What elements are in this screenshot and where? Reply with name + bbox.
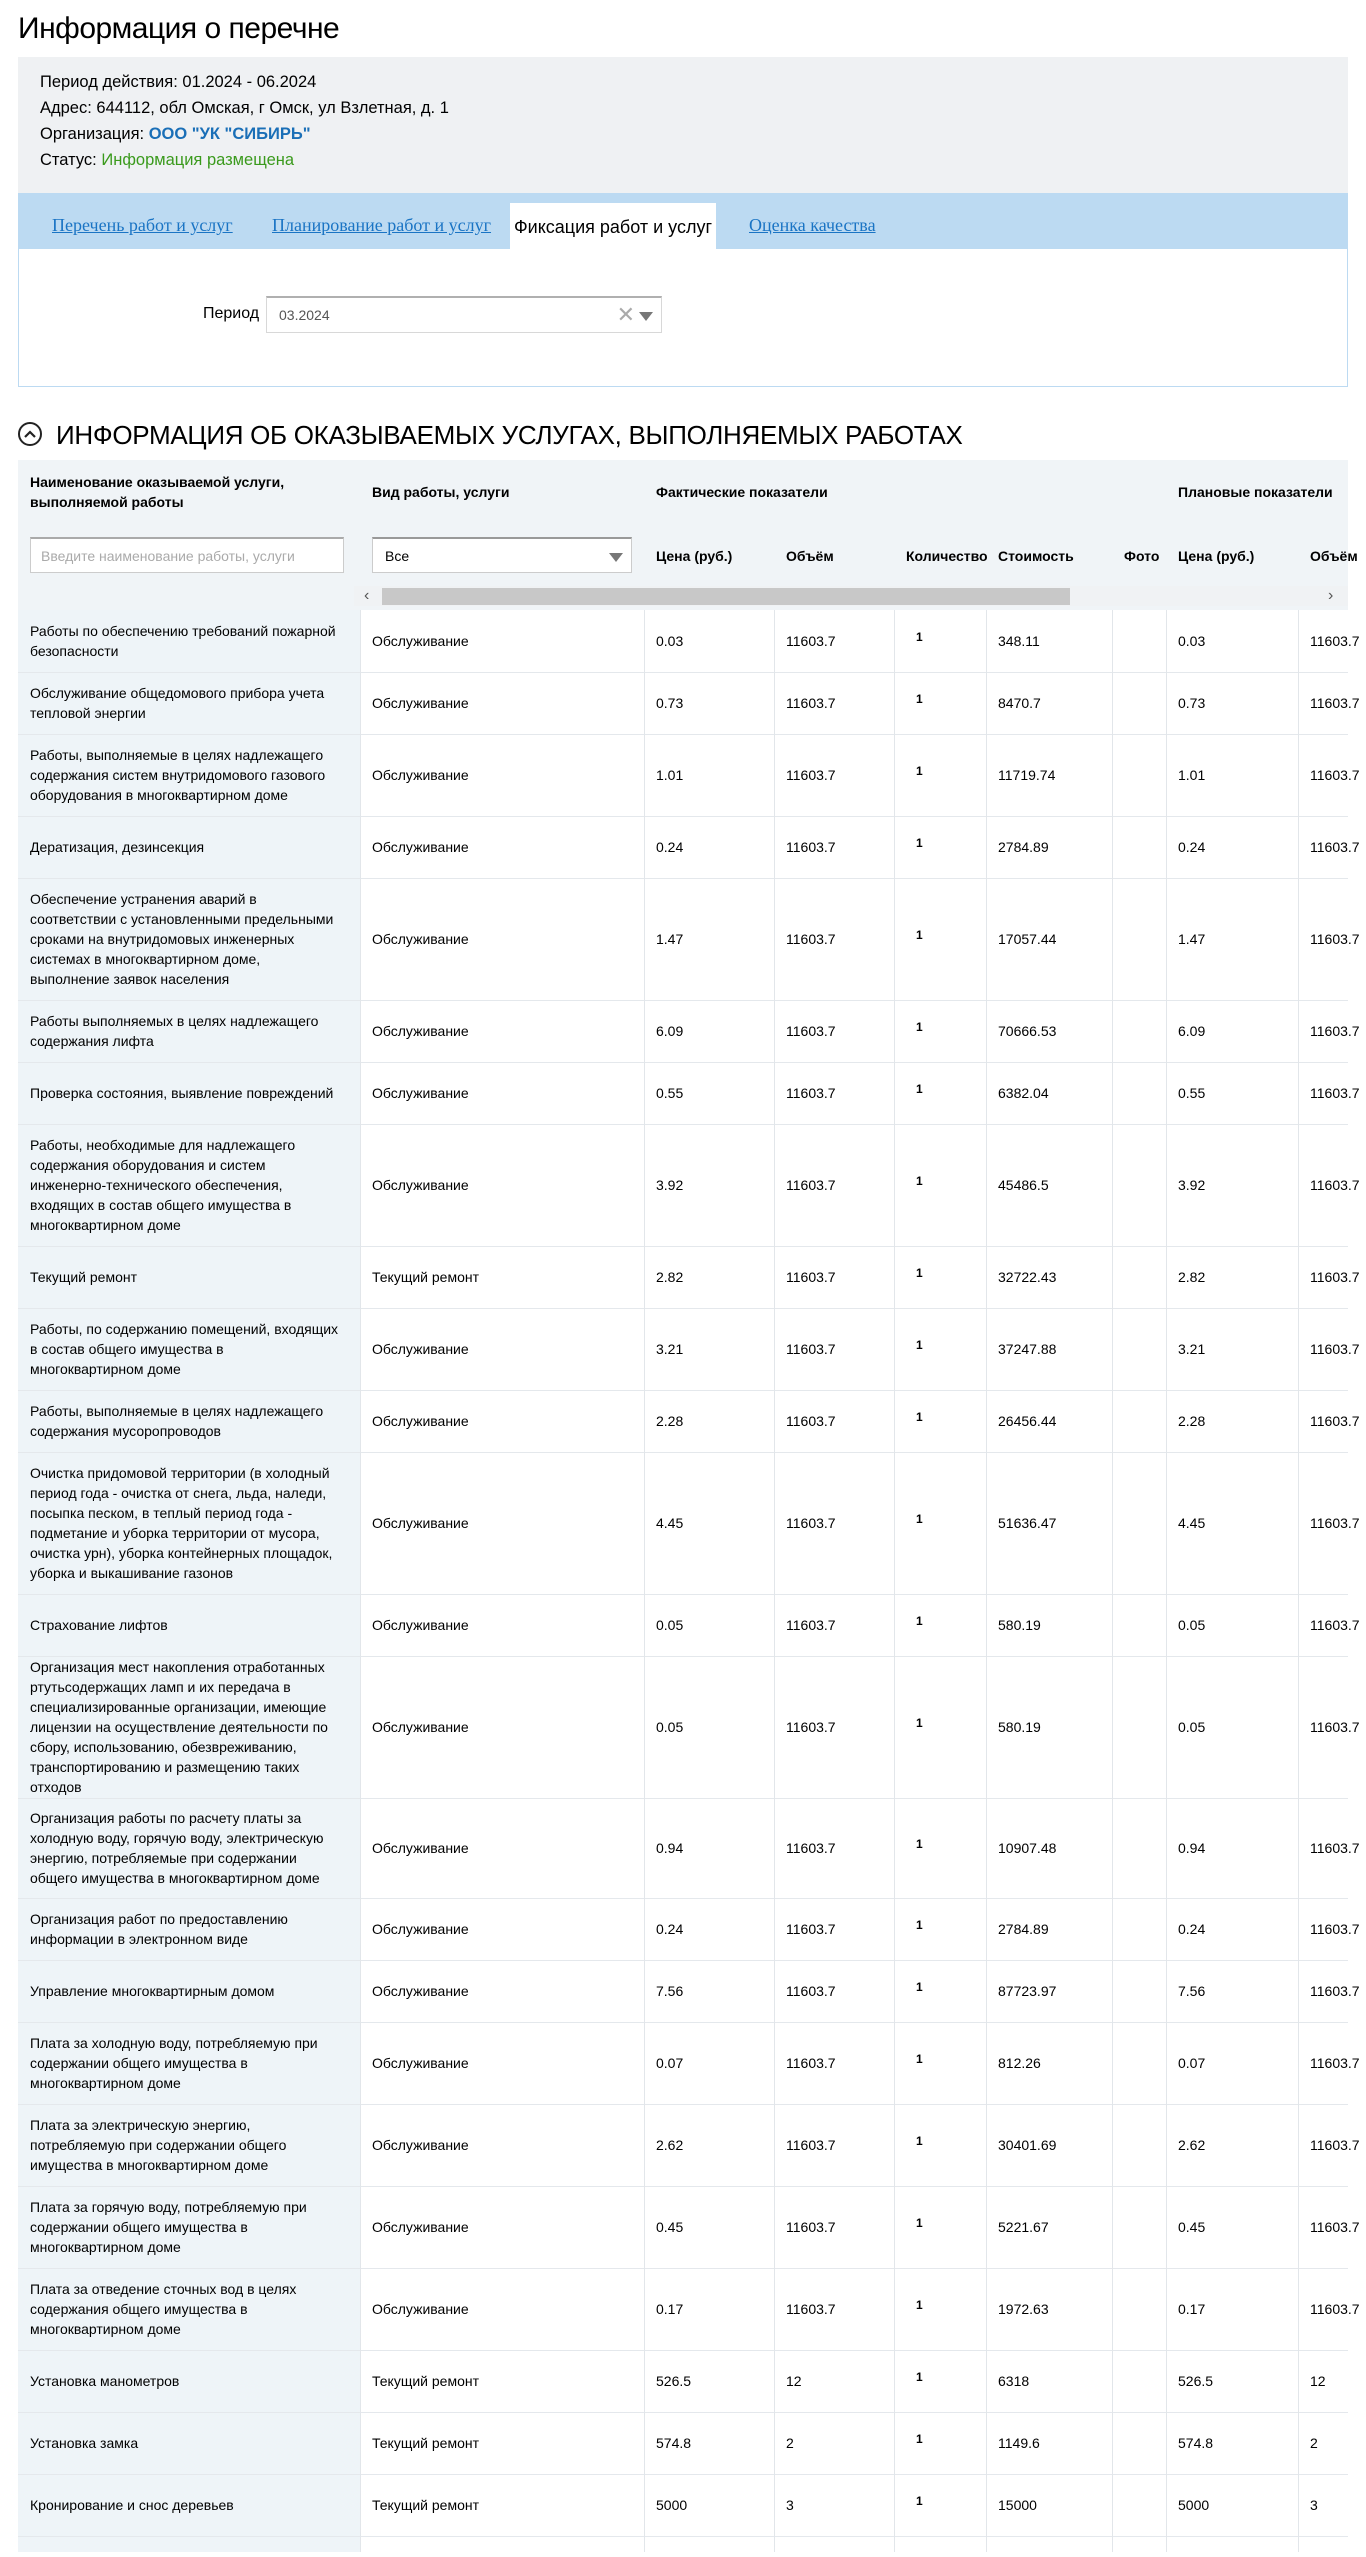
row-price: 0.05 [656,1617,684,1633]
row-price: 3.21 [656,1341,684,1357]
period-info-value: 01.2024 - 06.2024 [182,73,317,91]
row-qty: 1 [916,928,923,942]
row-name: Установка манометров [30,2373,180,2389]
row-plan-price: 5000 [1178,2497,1210,2513]
row-volume: 11603.7 [786,1617,836,1633]
row-plan-volume: 11603.7 [1310,1085,1360,1101]
tab-services-list[interactable]: Перечень работ и услуг [52,215,233,235]
tab-fixation[interactable]: Фиксация работ и услуг [510,203,716,249]
row-type: Обслуживание [372,1515,469,1531]
row-plan-volume: 11603.7 [1310,695,1360,711]
table-row [18,1960,1360,2023]
table-row [18,2186,1360,2269]
org-info [40,125,311,144]
row-type: Обслуживание [372,695,469,711]
row-type: Обслуживание [372,1840,469,1856]
row-plan-price: 0.55 [1178,1085,1206,1101]
col-header-plan-group: Плановые показатели [1178,484,1333,500]
row-volume: 11603.7 [786,2055,836,2071]
period-select-value: 03.2024 [279,307,330,323]
row-cost: 1972.63 [998,2301,1049,2317]
row-price: 0.03 [656,633,684,649]
row-volume: 11603.7 [786,1719,836,1735]
col-header-volume: Объём [786,548,834,564]
info-panel [18,57,1348,193]
row-plan-volume: 11603.7 [1310,633,1360,649]
row-qty: 1 [916,1512,923,1526]
row-price: 2.82 [656,1269,684,1285]
row-plan-price: 526.5 [1178,2373,1214,2389]
table-row [18,1246,1360,1309]
row-volume: 11603.7 [786,767,836,783]
table-row [18,1390,1360,1453]
row-qty: 1 [916,1716,923,1730]
page-title: Информация о перечне [18,12,340,45]
row-qty: 1 [916,1980,923,1994]
row-type: Обслуживание [372,1413,469,1429]
row-cost: 6318 [998,2373,1030,2389]
row-volume: 11603.7 [786,695,836,711]
row-price: 2.28 [656,1413,684,1429]
row-cost: 580.19 [998,1617,1041,1633]
row-volume: 11603.7 [786,1413,836,1429]
table-row [18,2022,1360,2105]
row-qty: 1 [916,692,923,706]
row-price: 0.17 [656,2301,684,2317]
row-cost: 348.11 [998,633,1040,649]
row-price: 0.94 [656,1840,684,1856]
column-divider [1298,610,1299,2552]
row-plan-price: 6.09 [1178,1023,1206,1039]
row-volume: 11603.7 [786,1269,836,1285]
row-name: Очистка придомовой территории (в холодный период года - очистка от снега, льда, наледи, посыпка песком, в теплый период года - подметание и уборка территории от мусора, очистка урн), уборка контейнерных площадок, уборка и выкашивание газонов [30,1465,333,1581]
row-price: 6.09 [656,1023,684,1039]
table-row [18,1594,1360,1657]
row-plan-volume: 11603.7 [1310,1983,1360,1999]
table-row [18,1898,1360,1961]
row-cost: 30401.69 [998,2137,1057,2153]
row-name: Работы выполняемых в целях надлежащего содержания лифта [30,1013,319,1049]
address-value: 644112, обл Омская, г Омск, ул Взлетная, д. 1 [96,99,449,117]
row-cost: 32722.43 [998,1269,1057,1285]
row-name: Организация работы по расчету платы за холодную воду, горячую воду, электрическую энергию, потребляемые при содержании общего имущества в многоквартирном доме [30,1810,324,1886]
table-row [18,1798,1360,1899]
row-price: 0.73 [656,695,684,711]
services-table [18,460,1360,2552]
chevron-down-icon[interactable] [609,553,623,562]
row-price: 0.45 [656,2219,684,2235]
row-plan-price: 0.07 [1178,2055,1206,2071]
row-cost: 37247.88 [998,1341,1057,1357]
row-cost: 6382.04 [998,1085,1049,1101]
row-qty: 1 [916,1338,923,1352]
col-header-price: Цена (руб.) [656,548,733,564]
tab-quality[interactable]: Оценка качества [749,215,876,235]
address-info [40,99,449,118]
row-plan-volume: 11603.7 [1310,2301,1360,2317]
row-name: Плата за отведение сточных вод в целях содержания общего имущества в многоквартирном доме [30,2281,297,2337]
row-plan-price: 0.24 [1178,839,1206,855]
row-plan-price: 2.62 [1178,2137,1206,2153]
row-plan-price: 0.17 [1178,2301,1206,2317]
row-name: Обеспечение устранения аварий в соответствии с установленными предельными сроками на внутридомовых инженерных системах в многоквартирном доме, выполнение заявок населения [30,891,334,987]
row-name: Работы, выполняемые в целях надлежащего содержания мусоропроводов [30,1403,324,1439]
row-plan-volume: 11603.7 [1310,1413,1360,1429]
row-plan-volume: 11603.7 [1310,931,1360,947]
org-link[interactable]: ООО "УК "СИБИРЬ" [148,125,311,143]
row-volume: 12 [786,2373,802,2389]
row-qty: 1 [916,1174,923,1188]
row-plan-volume: 11603.7 [1310,2055,1360,2071]
row-name: Работы, выполняемые в целях надлежащего содержания систем внутридомового газового оборудования в многоквартирном доме [30,747,326,803]
row-plan-price: 1.01 [1178,767,1206,783]
row-cost: 51636.47 [998,1515,1057,1531]
col-header-type: Вид работы, услуги [372,484,510,500]
col-header-fact-group: Фактические показатели [656,484,828,500]
row-type: Обслуживание [372,1085,469,1101]
row-volume: 3 [786,2497,794,2513]
row-name: Организация мест накопления отработанных ртутьсодержащих ламп и их передача в специализированные организации, имеющие лицензии на осуществление деятельности по сбору, использованию, обезвреживанию, транспортированию и размещению таких отходов [30,1659,328,1795]
org-label: Организация: [40,125,145,143]
row-volume: 11603.7 [786,1177,836,1193]
row-type: Текущий ремонт [372,2497,480,2513]
table-row [18,2412,1348,2475]
row-cost: 87723.97 [998,1983,1057,1999]
row-cost: 11719.74 [998,767,1056,783]
row-plan-volume: 11603.7 [1310,1023,1360,1039]
row-qty: 1 [916,1020,923,1034]
row-type: Текущий ремонт [372,1269,480,1285]
col-header-cost: Стоимость [998,548,1074,564]
row-qty: 1 [916,2432,923,2446]
row-type: Обслуживание [372,1921,469,1937]
row-volume: 11603.7 [786,1515,836,1531]
period-info [40,73,316,92]
row-type: Обслуживание [372,2301,469,2317]
column-divider [644,610,645,2552]
row-type: Текущий ремонт [372,2435,480,2451]
row-plan-volume: 11603.7 [1310,1719,1360,1735]
scroll-right-icon[interactable]: › [1328,587,1334,604]
row-cost: 2784.89 [998,839,1049,855]
row-qty: 1 [916,2370,923,2384]
row-plan-price: 1.47 [1178,931,1206,947]
row-type: Обслуживание [372,931,469,947]
address-label: Адрес: [40,99,92,117]
row-name: Дератизация, дезинсекция [30,839,205,855]
row-plan-price: 2.28 [1178,1413,1206,1429]
row-plan-price: 0.03 [1178,633,1206,649]
row-cost: 17057.44 [998,931,1057,947]
row-name: Работы по обеспечению требований пожарной безопасности [30,623,336,659]
table-row [18,1062,1360,1125]
table-row [18,672,1360,735]
period-select[interactable] [266,296,662,333]
scroll-left-icon[interactable]: ‹ [364,587,370,604]
row-plan-volume: 11603.7 [1310,2137,1360,2153]
table-row [18,1124,1360,1247]
tabs-bar [18,193,1348,249]
col-header-plan-volume: Объём [1310,548,1358,564]
row-cost: 1149.6 [998,2435,1040,2451]
row-volume: 11603.7 [786,2137,836,2153]
row-qty: 1 [916,1266,923,1280]
column-divider [1112,610,1113,2552]
row-name: Работы, по содержанию помещений, входящих в состав общего имущества в многоквартирном доме [30,1321,339,1377]
column-divider [360,610,361,2552]
row-type: Обслуживание [372,1023,469,1039]
row-cost: 26456.44 [998,1413,1057,1429]
status-label: Статус: [40,151,97,169]
row-price: 4.45 [656,1515,684,1531]
row-price: 0.24 [656,1921,684,1937]
row-plan-price: 3.21 [1178,1341,1206,1357]
row-price: 1.47 [656,931,684,947]
clear-icon[interactable]: ✕ [616,302,635,327]
row-price: 0.55 [656,1085,684,1101]
row-type: Обслуживание [372,1341,469,1357]
row-qty: 1 [916,764,923,778]
row-volume: 11603.7 [786,633,836,649]
row-price: 0.07 [656,2055,684,2071]
row-price: 526.5 [656,2373,692,2389]
row-volume: 11603.7 [786,1023,836,1039]
row-plan-price: 4.45 [1178,1515,1206,1531]
table-row [18,1000,1360,1063]
row-qty: 1 [916,1082,923,1096]
row-cost: 70666.53 [998,1023,1057,1039]
row-name: Установка замка [30,2435,139,2451]
row-name: Страхование лифтов [30,1617,168,1633]
row-plan-price: 0.05 [1178,1719,1206,1735]
table-row [18,1308,1360,1391]
row-plan-volume: 11603.7 [1310,1177,1360,1193]
row-name: Плата за электрическую энергию, потребляемую при содержании общего имущества в многоквартирном доме [30,2117,287,2173]
status-info [40,151,294,170]
row-name: Обслуживание общедомового прибора учета тепловой энергии [30,685,325,721]
row-type: Текущий ремонт [372,2373,480,2389]
row-cost: 45486.5 [998,1177,1049,1193]
table-row [18,816,1360,879]
row-cost: 8470.7 [998,695,1041,711]
row-type: Обслуживание [372,1719,469,1735]
row-plan-volume: 11603.7 [1310,767,1360,783]
table-row [18,734,1360,817]
period-filter-panel [18,249,1348,387]
row-volume: 11603.7 [786,1085,836,1101]
name-filter-input[interactable] [30,537,344,573]
row-cost: 580.19 [998,1719,1041,1735]
row-plan-price: 0.05 [1178,1617,1206,1633]
row-plan-volume: 3 [1310,2497,1318,2513]
table-row [18,2474,1348,2537]
col-header-photo: Фото [1124,548,1160,564]
row-name: Управление многоквартирным домом [30,1983,275,1999]
type-filter-select[interactable] [372,537,632,573]
row-type: Обслуживание [372,2055,469,2071]
row-plan-price: 2.82 [1178,1269,1206,1285]
row-plan-price: 0.94 [1178,1840,1206,1856]
row-price: 2.62 [656,2137,684,2153]
row-type: Обслуживание [372,839,469,855]
row-volume: 11603.7 [786,1983,836,1999]
table-row [18,2268,1360,2351]
row-type: Обслуживание [372,2137,469,2153]
row-cost: 10907.48 [998,1840,1057,1856]
row-name: Организация работ по предоставлению информации в электронном виде [30,1911,288,1947]
section-title: ИНФОРМАЦИЯ ОБ ОКАЗЫВАЕМЫХ УСЛУГАХ, ВЫПОЛНЯЕМЫХ РАБОТАХ [56,420,963,450]
row-qty: 1 [916,2052,923,2066]
row-volume: 11603.7 [786,1341,836,1357]
row-plan-volume: 11603.7 [1310,1840,1360,1856]
column-divider [986,610,987,2552]
col-header-name: Наименование оказываемой услуги, выполняемой работы [30,474,285,510]
row-name: Проверка состояния, выявление повреждений [30,1085,334,1101]
row-price: 5000 [656,2497,688,2513]
row-price: 0.24 [656,839,684,855]
row-plan-price: 574.8 [1178,2435,1214,2451]
row-qty: 1 [916,1614,923,1628]
tab-planning[interactable]: Планирование работ и услуг [272,215,492,235]
row-volume: 11603.7 [786,2219,836,2235]
row-plan-volume: 11603.7 [1310,1515,1360,1531]
row-price: 0.05 [656,1719,684,1735]
row-type: Обслуживание [372,633,469,649]
row-type: Обслуживание [372,767,469,783]
row-volume: 11603.7 [786,931,836,947]
type-filter-value: Все [385,548,410,564]
row-plan-price: 7.56 [1178,1983,1206,1999]
row-plan-volume: 11603.7 [1310,1341,1360,1357]
row-plan-volume: 11603.7 [1310,2219,1360,2235]
period-info-label: Период действия: [40,73,178,91]
column-divider [774,610,775,2552]
row-qty: 1 [916,2216,923,2230]
row-qty: 1 [916,2298,923,2312]
row-plan-price: 0.45 [1178,2219,1206,2235]
row-name: Плата за горячую воду, потребляемую при содержании общего имущества в многоквартирном доме [30,2199,307,2255]
table-row [18,2350,1348,2413]
collapse-icon[interactable] [18,422,42,446]
column-divider [1166,610,1167,2552]
row-price: 1.01 [656,767,684,783]
scrollbar-thumb[interactable] [382,588,1070,605]
table-row [18,1656,1360,1799]
row-price: 574.8 [656,2435,692,2451]
column-divider [894,610,895,2552]
col-header-qty: Количество [906,548,988,564]
period-filter-label: Период [203,305,260,322]
table-row [18,878,1360,1001]
row-plan-volume: 11603.7 [1310,1269,1360,1285]
row-plan-price: 0.73 [1178,695,1206,711]
row-type: Обслуживание [372,2219,469,2235]
row-name: Кронирование и снос деревьев [30,2497,234,2513]
col-header-plan-price: Цена (руб.) [1178,548,1255,564]
row-qty: 1 [916,1837,923,1851]
row-plan-price: 0.24 [1178,1921,1206,1937]
row-price: 7.56 [656,1983,684,1999]
table-row [18,1452,1360,1595]
row-volume: 11603.7 [786,2301,836,2317]
row-cost: 2784.89 [998,1921,1049,1937]
row-type: Обслуживание [372,1983,469,1999]
row-volume: 11603.7 [786,1840,836,1856]
row-plan-volume: 11603.7 [1310,1617,1360,1633]
horizontal-scrollbar[interactable] [354,586,1348,606]
row-type: Обслуживание [372,1177,469,1193]
row-type: Обслуживание [372,1617,469,1633]
row-volume: 11603.7 [786,839,836,855]
row-plan-volume: 2 [1310,2435,1318,2451]
row-qty: 1 [916,2134,923,2148]
chevron-down-icon[interactable] [639,312,653,321]
row-qty: 1 [916,630,923,644]
row-cost: 15000 [998,2497,1037,2513]
row-qty: 1 [916,1410,923,1424]
row-volume: 2 [786,2435,794,2451]
row-name: Текущий ремонт [30,1269,138,1285]
table-row [18,610,1360,673]
row-plan-volume: 12 [1310,2373,1326,2389]
row-name: Работы, необходимые для надлежащего содержания оборудования и систем инженерно-технического обеспечения, входящих в состав общего имущества в многоквартирном доме [30,1137,296,1233]
row-qty: 1 [916,1918,923,1932]
row-cost: 5221.67 [998,2219,1049,2235]
row-cost: 812.26 [998,2055,1041,2071]
row-volume: 11603.7 [786,1921,836,1937]
row-plan-price: 3.92 [1178,1177,1206,1193]
status-badge: Информация размещена [101,151,295,169]
row-qty: 1 [916,836,923,850]
row-name: Плата за холодную воду, потребляемую при содержании общего имущества в многоквартирном доме [30,2035,318,2091]
row-price: 3.92 [656,1177,684,1193]
row-plan-volume: 11603.7 [1310,839,1360,855]
row-plan-volume: 11603.7 [1310,1921,1360,1937]
row-qty: 1 [916,2494,923,2508]
table-row [18,2104,1360,2187]
